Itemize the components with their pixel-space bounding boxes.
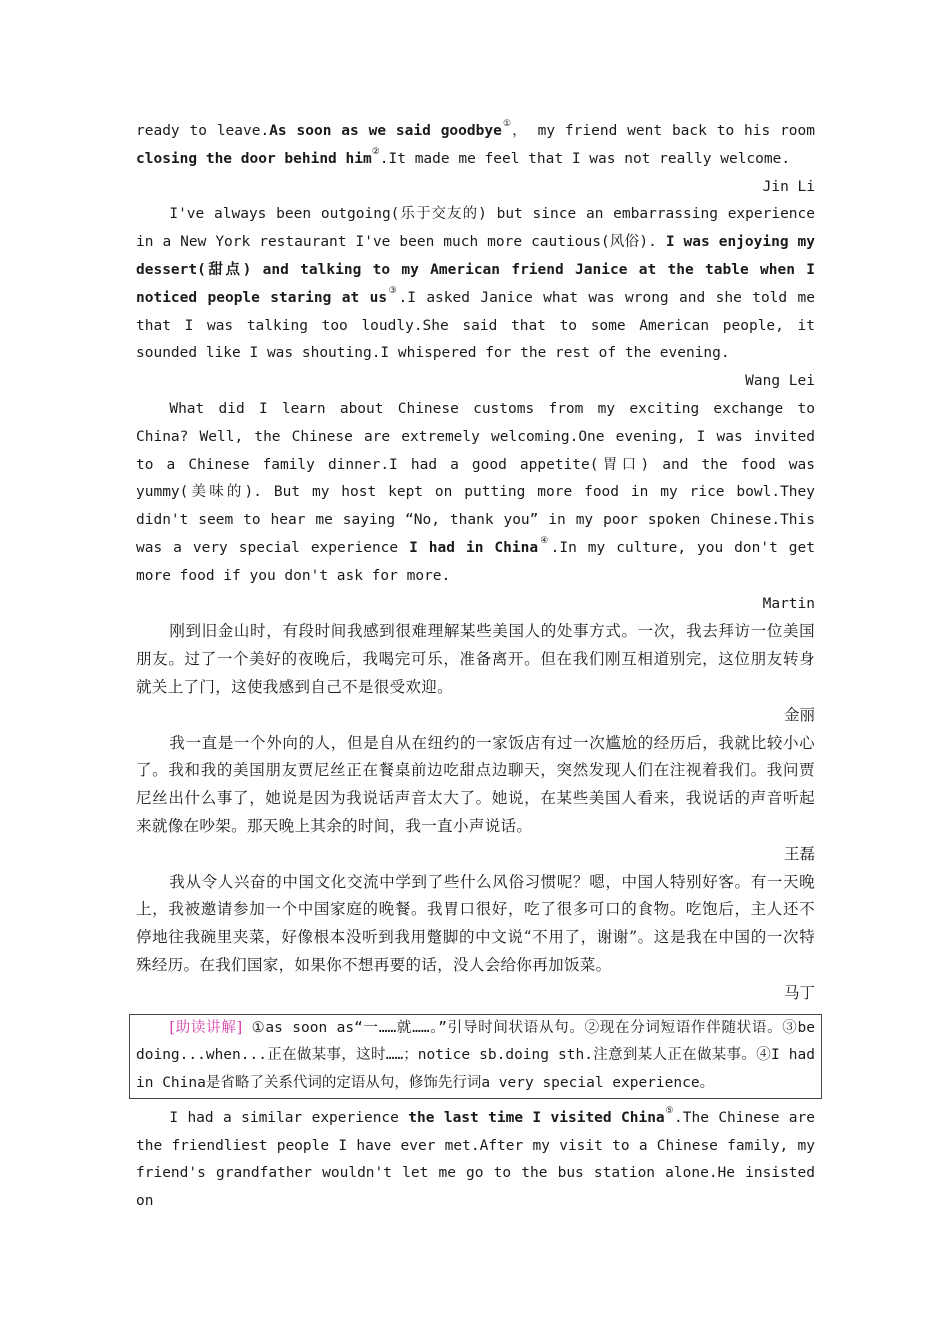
text-run: .The Chinese are the friendliest people I have ever met.After my visit to a Chinese family, my friend's grandfather wouldn't let me go to the bus station alone.He insisted on (136, 1109, 815, 1210)
chinese-paragraph-1: 刚到旧金山时，有段时间我感到很难理解某些美国人的处事方式。一次，我去拜访一位美国朋友。过了一个美好的夜晚后，我喝完可乐，准备离开。但在我们刚互相道别完，这位朋友转身就关上了门，这使我感到自己不是很受欢迎。 (136, 622, 815, 696)
notes-tag: [助读讲解] (169, 1019, 243, 1036)
text-run: I've always been outgoing(乐于交友的) but since an embarrassing experience in a New York restaurant I've been much more cautious(风俗). (136, 206, 815, 251)
english-paragraph-1 (136, 118, 815, 174)
text-run: .It made me feel that I was not really welcome. (379, 150, 791, 167)
bold-phrase: the last time I visited China (408, 1109, 665, 1126)
signature-martin: Martin (762, 595, 815, 612)
chinese-paragraph-3: 我从令人兴奋的中国文化交流中学到了些什么风俗习惯呢？嗯，中国人特别好客。有一天晚上，我被邀请参加一个中国家庭的晚餐。我胃口很好，吃了很多可口的食物。吃饱后，主人还不停地往我碗里夹菜，好像根本没听到我用蹩脚的中文说“不用了，谢谢”。这是我在中国的一次特殊经历。在我们国家，如果你不想再要的话，没人会给你再加饭菜。 (136, 872, 815, 974)
footnote-mark: ⑤ (664, 1105, 675, 1116)
text-run: ， my friend went back to his room (512, 123, 815, 139)
footnote-mark: ② (371, 146, 380, 157)
bold-phrase: As soon as we said goodbye (269, 123, 502, 139)
footnote-mark: ③ (387, 285, 399, 296)
bold-phrase: closing the door behind him (136, 150, 372, 167)
text-run: ready to leave. (136, 123, 270, 139)
signature-wang-lei-cn: 王磊 (783, 844, 815, 863)
footnote-mark: ④ (538, 535, 551, 546)
signature-martin-cn: 马丁 (783, 983, 815, 1002)
text-run: .In my culture, you don't get more food if you don't ask for more. (136, 539, 815, 584)
text-run: What did I learn about Chinese customs from my exciting exchange to China? Well, the Chinese are extremely welcoming.One evening, I was invited to a Chinese family dinner.I had a good appetite(胃口) and the food was yummy(美味的). But my host kept on putting more food in my rice bowl.They didn't seem to hear me saying “No, thank you” in my poor spoken Chinese.This was a very special experience (136, 400, 815, 556)
text-run: .I asked Janice what was wrong and she told me that I was talking too loudly.She said that to some American people, it sounded like I was shouting.I whispered for the rest of the evening. (136, 289, 815, 362)
english-paragraph-3 (136, 396, 815, 591)
chinese-paragraph-2: 我一直是一个外向的人，但是自从在纽约的一家饭店有过一次尴尬的经历后，我就比较小心了。我和我的美国朋友贾尼丝正在餐桌前边吃甜点边聊天，突然发现人们在注视着我们。我问贾尼丝出什么事了，她说是因为我说话声音太大了。她说，在某些美国人看来，我说话的声音听起来就像在吵架。那天晚上其余的时间，我一直小声说话。 (136, 733, 815, 835)
notes-text: ①as soon as“一……就……。”引导时间状语从句。②现在分词短语作伴随状语。③be doing...when...正在做某事，这时……；notice sb.doing sth.注意到某人正在做某事。④I had in China是省略了关系代词的定语从句，修饰先行词a very special experience。 (136, 1019, 815, 1092)
bold-phrase: I had in China (409, 539, 539, 556)
bold-phrase: I was enjoying my dessert(甜点) and talking to my American friend Janice at the table when I noticed people staring at us (136, 234, 815, 306)
signature-jin-li-cn: 金丽 (783, 705, 815, 724)
reading-notes-box (129, 1014, 822, 1099)
footnote-mark: ① (501, 119, 513, 129)
english-paragraph-2 (136, 201, 815, 368)
text-run: I had a similar experience (169, 1109, 409, 1126)
signature-wang-lei: Wang Lei (745, 373, 815, 390)
english-paragraph-4 (136, 1105, 815, 1216)
signature-jin-li: Jin Li (762, 178, 815, 195)
document-page (136, 118, 815, 1216)
